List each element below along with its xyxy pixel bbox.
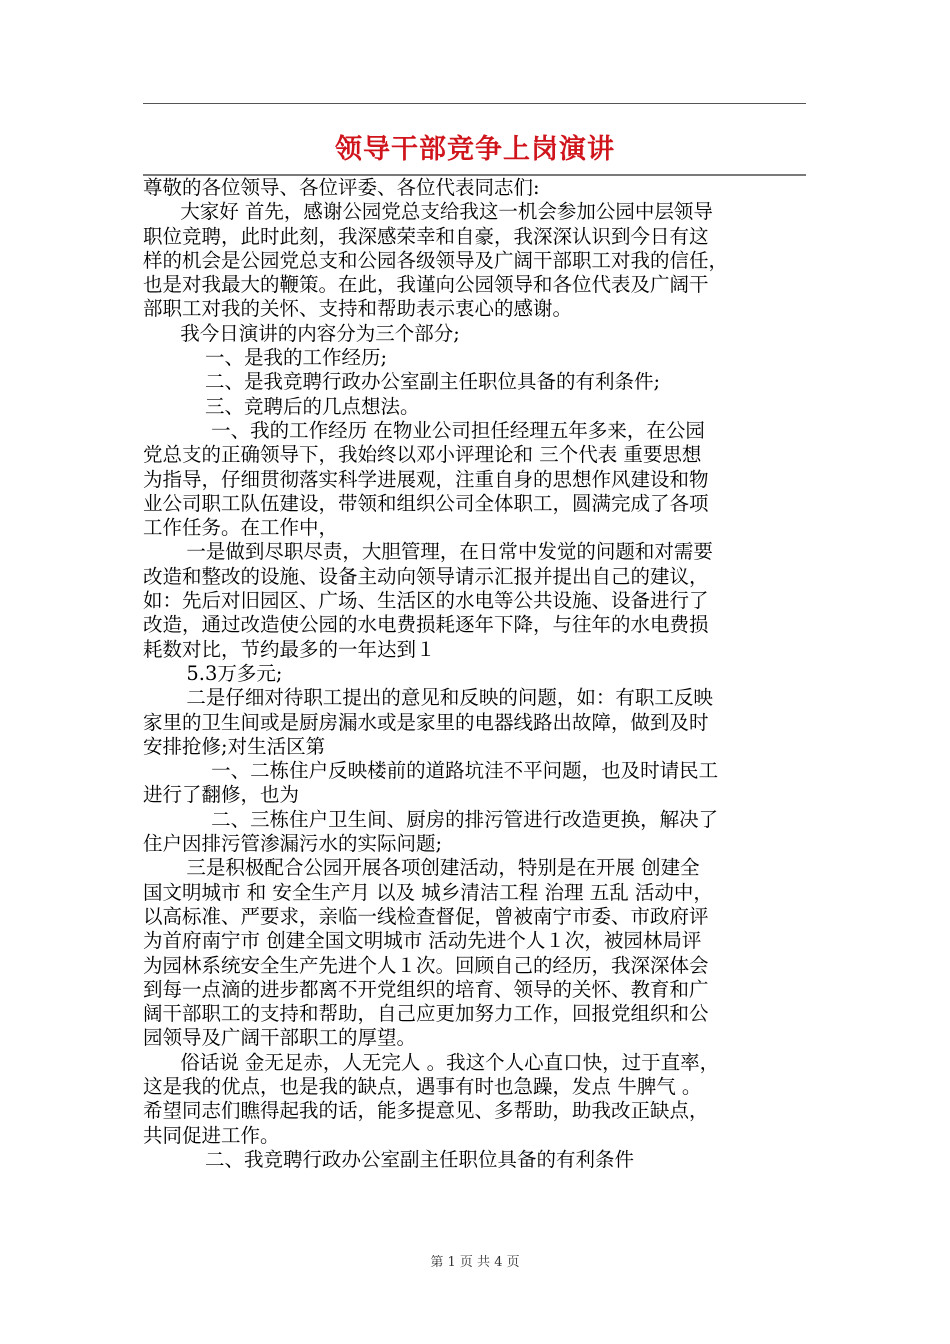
body-line: 到每一点滴的进步都离不开党组织的培育、领导的关怀、教育和广	[143, 977, 709, 1001]
body-line: 二、三栋住户卫生间、厨房的排污管进行改造更换，解决了	[143, 807, 719, 831]
body-line: 职位竞聘，此时此刻，我深感荣幸和自豪，我深深认识到今日有这	[143, 224, 709, 248]
body-line: 党总支的正确领导下，我始终以邓小评理论和 三个代表 重要思想	[143, 443, 702, 467]
body-line: 以高标准、严要求，亲临一线检查督促，曾被南宁市委、市政府评	[143, 904, 709, 928]
body-line: 如：先后对旧园区、广场、生活区的水电等公共设施、设备进行了	[143, 589, 709, 613]
body-line: 一、二栋住户反映楼前的道路坑洼不平问题，也及时请民工	[143, 759, 719, 783]
body-line: 一、我的工作经历 在物业公司担任经理五年多来，在公园	[143, 418, 705, 442]
body-line: 二是仔细对待职工提出的意见和反映的问题，如：有职工反映	[143, 686, 713, 710]
body-line: 工作任务。在工作中，	[143, 516, 339, 540]
body-line: 家里的卫生间或是厨房漏水或是家里的电器线路出故障，做到及时	[143, 710, 709, 734]
body-line: 二、是我竞聘行政办公室副主任职位具备的有利条件;	[143, 370, 661, 394]
body-line: 尊敬的各位领导、各位评委、各位代表同志们:	[143, 176, 540, 199]
body-line: 5.3万多元;	[143, 661, 283, 685]
body-line: 部职工对我的关怀、支持和帮助表示衷心的感谢。	[143, 297, 573, 321]
body-line: 改造，通过改造使公园的水电费损耗逐年下降，与往年的水电费损	[143, 613, 709, 637]
body-line: 耗数对比，节约最多的一年达到１	[143, 637, 436, 661]
body-line: 大家好 首先，感谢公园党总支给我这一机会参加公园中层领导	[143, 200, 713, 224]
body-line: 业公司职工队伍建设，带领和组织公司全体职工，圆满完成了各项	[143, 491, 709, 515]
body-line: 一是做到尽职尽责，大胆管理，在日常中发觉的问题和对需要	[143, 540, 713, 564]
body-line: 为首府南宁市 创建全国文明城市 活动先进个人１次，被园林局评	[143, 929, 702, 953]
body-line: 国文明城市 和 安全生产月 以及 城乡清洁工程 治理 五乱 活动中，	[143, 880, 713, 904]
body-line: 改造和整改的设施、设备主动向领导请示汇报并提出自己的建议，	[143, 564, 709, 588]
document-title: 领导干部竞争上岗演讲	[335, 134, 615, 165]
body-line: 样的机会是公园党总支和公园各级领导及广阔干部职工对我的信任，	[143, 248, 729, 272]
body-line: 三是积极配合公园开展各项创建活动，特别是在开展 创建全	[143, 856, 700, 880]
body-line: 园领导及广阔干部职工的厚望。	[143, 1026, 417, 1050]
header-rule	[143, 103, 806, 104]
body-line: 进行了翻修，也为	[143, 783, 300, 807]
body-line: 也是对我最大的鞭策。在此，我谨向公园领导和各位代表及广阔干	[143, 273, 709, 297]
page-footer: 第 1 页 共 4 页	[430, 1255, 520, 1270]
body-line: 二、我竞聘行政办公室副主任职位具备的有利条件	[143, 1147, 634, 1171]
body-line: 为指导，仔细贯彻落实科学进展观，注重自身的思想作风建设和物	[143, 467, 709, 491]
body-line: 住户因排污管渗漏污水的实际问题;	[143, 832, 443, 856]
body-line: 希望同志们瞧得起我的话，能多提意见、多帮助，助我改正缺点，	[143, 1099, 709, 1123]
body-line: 阔干部职工的支持和帮助，自己应更加努力工作，回报党组织和公	[143, 1002, 709, 1026]
document-body	[143, 176, 808, 1172]
body-line: 三、竞聘后的几点想法。	[143, 394, 420, 418]
body-line: 安排抢修;对生活区第	[143, 734, 326, 758]
body-line: 共同促进工作。	[143, 1123, 280, 1147]
body-line: 一、是我的工作经历;	[143, 346, 388, 370]
body-line: 为园林系统安全生产先进个人１次。回顾自己的经历，我深深体会	[143, 953, 709, 977]
body-line: 这是我的优点，也是我的缺点，遇事有时也急躁，发点 牛脾气 。	[143, 1074, 702, 1098]
body-line: 我今日演讲的内容分为三个部分;	[143, 321, 460, 345]
body-line: 俗话说 金无足赤，人无完人 。我这个人心直口快，过于直率，	[143, 1050, 720, 1074]
